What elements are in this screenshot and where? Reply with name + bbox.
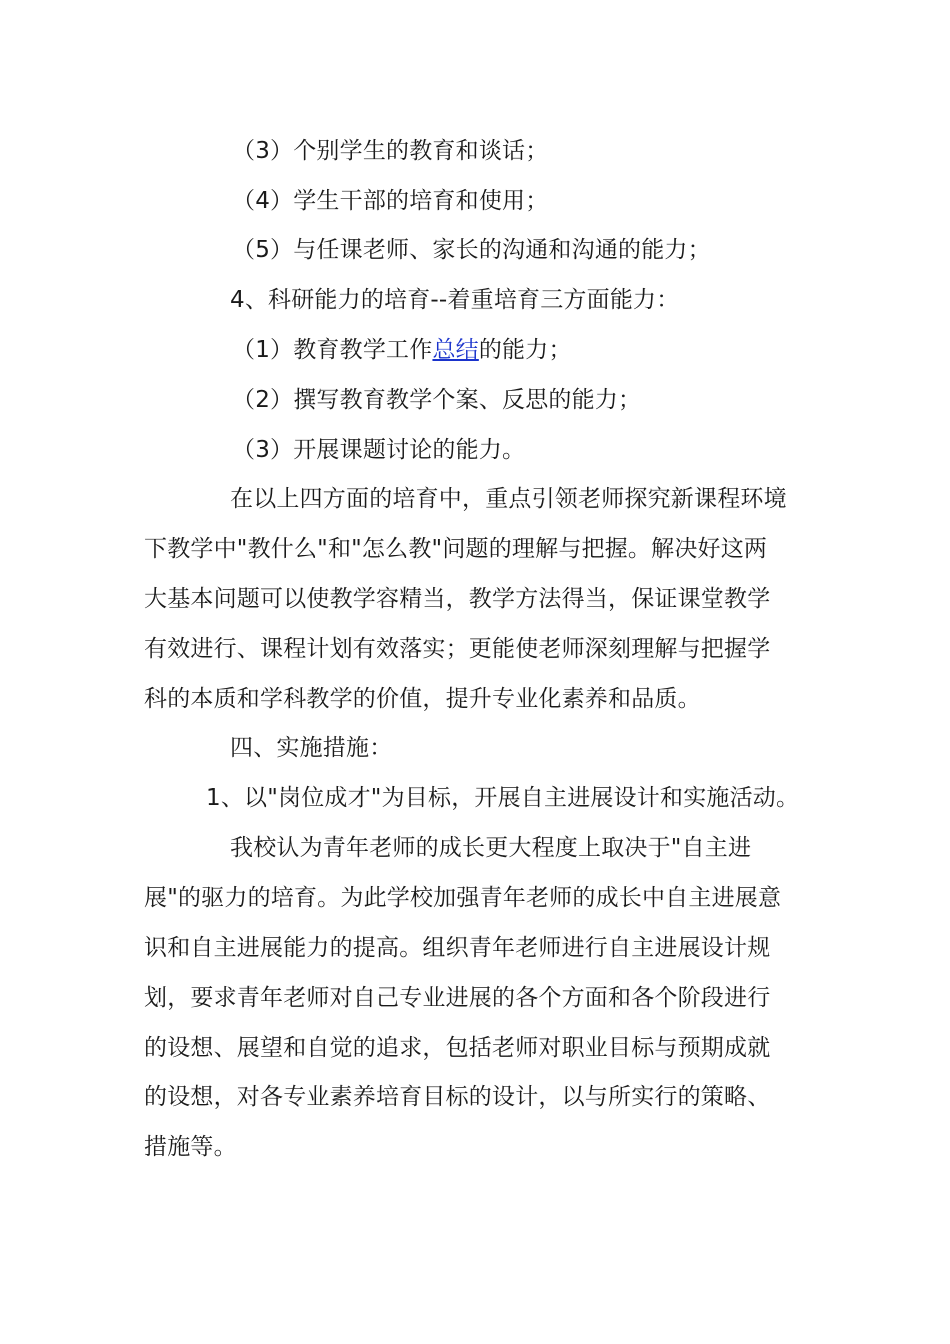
paragraph-line: 识和自主进展能力的提高。组织青年老师进行自主进展设计规 xyxy=(144,935,771,961)
summary-link[interactable]: 总结 xyxy=(432,337,479,363)
section-heading: 四、实施措施： xyxy=(230,735,393,761)
paragraph-line: 大基本问题可以使教学容精当，教学方法得当，保证课堂教学 xyxy=(144,586,771,612)
paragraph-line: 展"的驱力的培育。为此学校加强青年老师的成长中自主进展意 xyxy=(144,885,782,911)
list-item: （2）撰写教育教学个案、反思的能力； xyxy=(232,387,642,413)
paragraph-line: 的设想、展望和自觉的追求，包括老师对职业目标与预期成就 xyxy=(144,1035,771,1061)
list-item: （5）与任课老师、家长的沟通和沟通的能力； xyxy=(232,237,711,263)
list-item-text: （1）教育教学工作 xyxy=(232,337,433,363)
paragraph-line: 下教学中"教什么"和"怎么教"问题的理解与把握。解决好这两 xyxy=(144,536,768,562)
list-item: （3）个别学生的教育和谈话； xyxy=(232,138,549,164)
paragraph-line: 有效进行、课程计划有效落实；更能使老师深刻理解与把握学 xyxy=(144,636,771,662)
paragraph-line: 划，要求青年老师对自己专业进展的各个方面和各个阶段进行 xyxy=(144,985,771,1011)
paragraph-line: 在以上四方面的培育中，重点引领老师探究新课程环境 xyxy=(230,486,787,512)
subsection-heading: 4、科研能力的培育--着重培育三方面能力： xyxy=(230,287,680,313)
measure-item: 1、以"岗位成才"为目标，开展自主进展设计和实施活动。 xyxy=(206,785,800,811)
list-item: （3）开展课题讨论的能力。 xyxy=(232,437,526,463)
paragraph-line: 科的本质和学科教学的价值，提升专业化素养和品质。 xyxy=(144,686,701,712)
list-item xyxy=(232,335,572,365)
list-item-text: 的能力； xyxy=(478,337,572,363)
list-item: （4）学生干部的培育和使用； xyxy=(232,188,549,214)
paragraph-line: 我校认为青年老师的成长更大程度上取决于"自主进 xyxy=(230,835,752,861)
paragraph-line: 的设想，对各专业素养培育目标的设计，以与所实行的策略、 xyxy=(144,1084,771,1110)
paragraph-line: 措施等。 xyxy=(144,1134,237,1160)
